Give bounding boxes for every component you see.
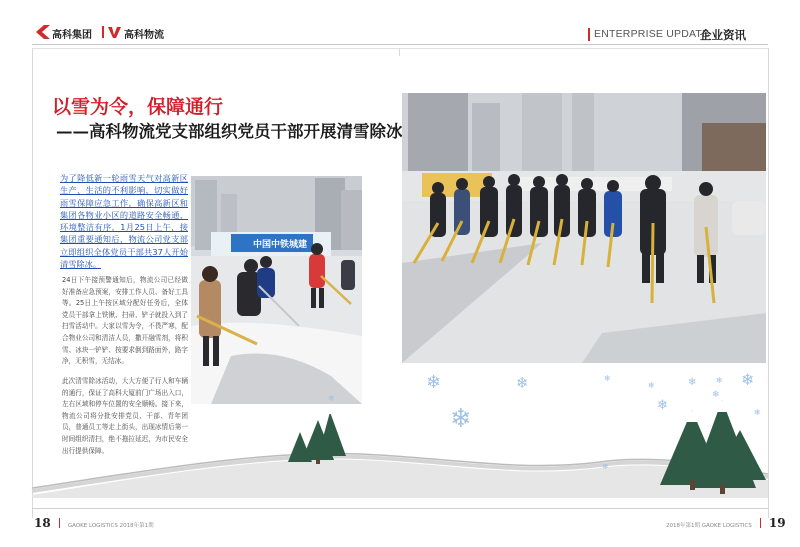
gaoke-logistics-logo-icon [108,25,122,39]
footer-left-caption: GAOKE LOGISTICS 2018年第1期 [67,523,154,529]
footer-left [34,512,154,531]
footer-right [666,512,786,531]
section-bar [588,28,590,41]
page-number-left: 18 [34,516,51,530]
body-paragraph-2: 此次清雪除冰活动，大大方便了行人和车辆的通行，保证了高科大厦前门广场出入口，左右区域和停车位置的安全顺畅。接下来，物流公司将分批安排党员、干部、青年团员，普通员工等走上街头，出现冰情后第一时间组织清扫，绝不拖拉延迟，为市民安全出行提供保障。 [62,377,188,455]
snowflake-icon: ❄ [450,404,472,434]
logo-logistics-text: 高科物流 [124,30,164,41]
photo-snow-clearing-group [402,93,766,363]
footer-right-caption: 2018年第1期 GAOKE LOGISTICS [666,523,752,529]
snowflake-icon: ❄ [516,374,529,392]
lead-paragraph: 为了降低新一轮雨雪天气对高新区生产、生活的不利影响，切实做好雨雪保障应急工作，确保高新区和集团各物业小区的道路安全畅通，环境整洁有序，1月25日上午，接集团重要通知后，物流公司党支部立即组织全体党员干部共37人开始清雪除冰。 [60,173,188,270]
snowflake-icon: ❄ [741,370,755,389]
snowflake-icon: ❄ [604,374,611,383]
snowflake-icon: ❄ [602,462,609,471]
footer-rule [32,508,768,509]
folio-divider [59,518,60,528]
article-subtitle: ——高科物流党支部组织党员干部开展清雪除冰 [56,122,403,141]
section-title-cn: 企业资讯 [700,28,746,42]
snowflake-icon: ❄ [754,408,761,417]
header-rule-secondary [32,48,768,49]
snowflake-icon: ❄ [657,398,668,413]
winter-landscape-decoration [0,360,800,510]
logo-group-text: 高科集团 [52,30,92,41]
folio-divider [760,518,761,528]
spine-rule [399,48,400,56]
snowflake-icon: ❄ [716,376,723,385]
tree-icon-small-group [288,408,346,464]
page-number-right: 19 [768,516,786,530]
logo-separator [102,26,104,38]
body-paragraph-1: 24日下午接预警通知后，物流公司已经做好准备应急预案，安排工作人员、备好工具等。25日上午按区域分配好任务后，全体党员干部拿上铁锹、扫帚、铲子就投入到了扫雪活动中。大家以雪为令，不畏严寒，配合物业公司和清洁人员，撒开融雪剂，将积雪、冰块一铲铲、按要求倒到路面外，路字净，无积雪，无结冰。 [62,276,188,366]
snowflake-icon: ❄ [688,377,697,388]
photo-left-sign-text: 中国中铁城建 [253,240,308,250]
gaoke-group-logo-icon [36,25,50,39]
snowflake-icon: ❄ [712,390,720,400]
section-title-en: ENTERPRISE UPDATE [594,28,710,40]
publisher-logos [36,22,166,42]
header-rule [32,44,768,45]
photo-right-illustration [402,93,766,363]
article-title: 以雪为令，保障通行 [52,96,224,118]
snowflake-icon: ❄ [328,394,335,403]
tree-icon-large-group [660,400,766,494]
snowflake-icon: ❄ [648,381,655,390]
snowflake-icon: ❄ [426,372,442,393]
